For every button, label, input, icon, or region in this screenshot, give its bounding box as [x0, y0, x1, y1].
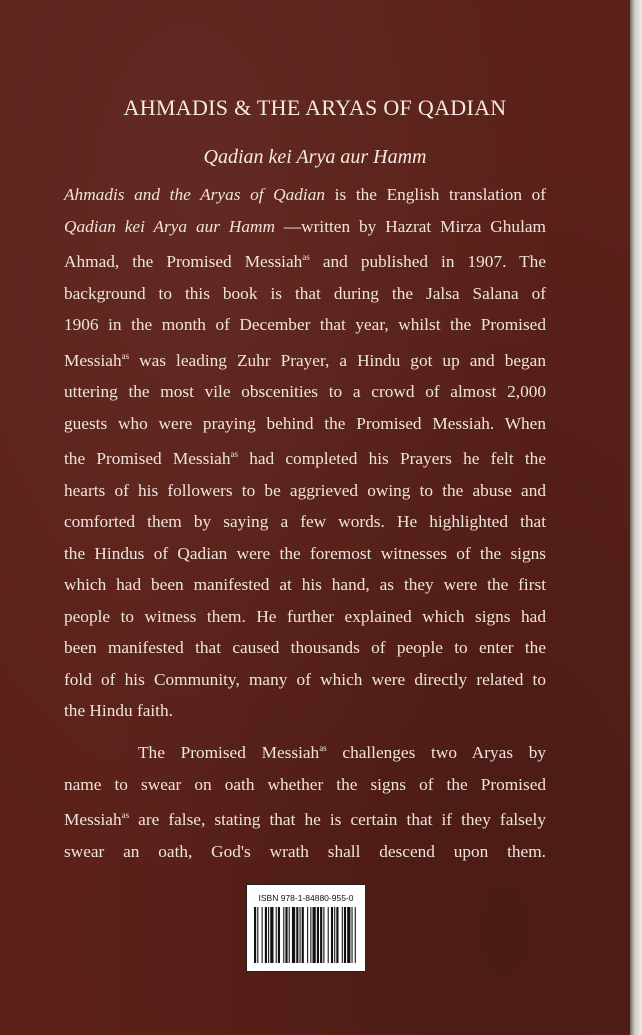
book-title: AHMADIS & THE ARYAS OF QADIAN: [123, 95, 507, 120]
page-edge: [630, 0, 642, 1035]
barcode-bar: [328, 907, 329, 963]
text-line: name to swear on oath whether the signs of the Promised: [64, 774, 546, 794]
barcode-bar: [334, 907, 335, 963]
barcode-bar: [331, 907, 333, 963]
book-subtitle: Qadian kei Arya aur Hamm: [203, 146, 427, 168]
barcode-bar: [296, 907, 298, 963]
synopsis-paragraph-2: [64, 733, 546, 867]
text-line: comforted them by saying a few words. He highlighted that: [64, 512, 546, 531]
barcode-bar: [323, 907, 324, 963]
isbn-barcode: [246, 884, 366, 972]
text-line: the Hindus of Qadian were the foremost witnesses of the signs: [64, 543, 546, 563]
barcode-bar: [352, 907, 353, 963]
barcode-bar: [342, 907, 343, 963]
text-line: 1906 in the month of December that year, whilst the Promised: [64, 315, 546, 334]
text-line: swear an oath, God's wrath shall descend upon them.: [64, 841, 546, 861]
text-line: Ahmad, the Promised Messiah$^{as}$ and published in 1907. The: [64, 252, 546, 271]
barcode-bar: [278, 907, 280, 963]
honorific-superscript: as: [230, 449, 238, 459]
barcode-bar: [300, 907, 301, 963]
honorific-superscript: as: [121, 350, 130, 361]
barcode-bar: [285, 907, 287, 963]
barcode-bar: [265, 907, 267, 963]
text-line: which had been manifested at his hand, as they were the first: [64, 575, 546, 594]
barcode-bar: [292, 907, 295, 963]
barcode-bar: [355, 907, 356, 963]
honorific-superscript: as: [121, 810, 130, 820]
text-line: Messiah$^{as}$ was leading Zuhr Prayer, a Hindu got up and began: [64, 350, 546, 370]
text-line: fold of his Community, many of which were directly related to: [64, 669, 546, 689]
barcode-bar: [268, 907, 269, 963]
text-line: background to this book is that during the Jalsa Salana of: [64, 283, 546, 303]
barcode-bar: [317, 907, 319, 963]
barcode-bar: [347, 907, 350, 963]
synopsis-paragraph-1: [64, 179, 546, 727]
text-line: the Promised Messiah$^{as}$ had completed his Prayers he felt the: [64, 449, 546, 468]
text-line: the Hindu faith.: [64, 701, 173, 720]
barcode-bar: [270, 907, 273, 963]
text-line: hearts of his followers to be aggrieved owing to the abuse and: [64, 480, 546, 500]
barcode-bars: [254, 907, 358, 963]
text-line: guests who were praying behind the Promised Messiah. When: [64, 413, 546, 433]
text-line: Messiah$^{as}$ are false, stating that he is certain that if they falsely: [64, 810, 546, 829]
barcode-bar: [344, 907, 346, 963]
text-line: Qadian kei Arya aur Hamm —written by Hazrat Mirza Ghulam: [64, 216, 546, 236]
barcode-bar: [307, 907, 308, 963]
barcode-bar: [336, 907, 338, 963]
barcode-bar: [262, 907, 263, 963]
text-line: Ahmadis and the Aryas of Qadian is the English translation of: [64, 185, 546, 204]
barcode-bar: [254, 907, 256, 963]
honorific-superscript: as: [319, 743, 327, 753]
barcode-bar: [257, 907, 258, 963]
barcode-bar: [313, 907, 316, 963]
barcode-bar: [276, 907, 277, 963]
text-line: been manifested that caused thousands of people to enter the: [64, 638, 546, 657]
text-line: The Promised Messiah$^{as}$ challenges two Aryas by: [138, 743, 546, 762]
text-line: uttering the most vile obscenities to a crowd of almost 2,000: [64, 382, 546, 401]
barcode-bar: [320, 907, 322, 963]
barcode-bar: [310, 907, 311, 963]
barcode-bar: [289, 907, 290, 963]
honorific-superscript: as: [302, 252, 310, 262]
barcode-bar: [302, 907, 304, 963]
text-line: people to witness them. He further explained which signs had: [64, 606, 546, 626]
isbn-number: ISBN 978-1-84880-955-0: [258, 893, 354, 903]
barcode-bar: [283, 907, 284, 963]
